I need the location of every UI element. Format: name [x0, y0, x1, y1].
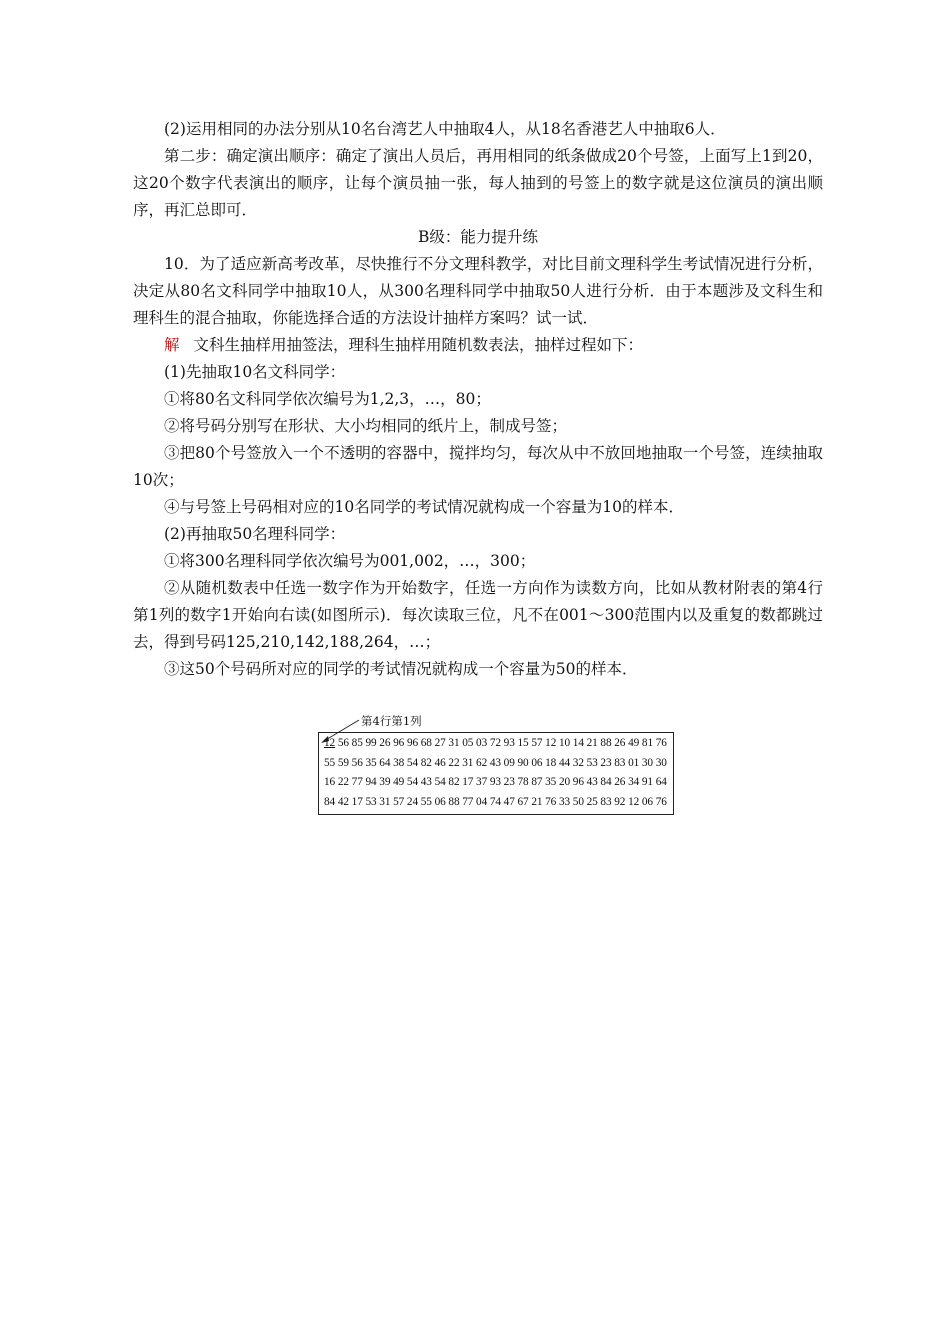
solution-text: 文科生抽样用抽签法，理科生抽样用随机数表法，抽样过程如下：: [193, 336, 644, 354]
solution-mark: 解: [164, 336, 180, 354]
step2-item-b: ②从随机数表中任选一数字作为开始数字，任选一方向作为读数方向，比如从教材附表的第4行第1列的数字1开始向右读(如图所示)．每次读取三位，凡不在001～300范围内以及重复的数都跳过去，得到号码125,210,142,188,264，…；: [133, 579, 823, 651]
table-row: [324, 734, 673, 754]
random-number-table: [318, 732, 674, 815]
random-number-table-figure: [315, 711, 678, 811]
table-row: 16 22 77 94 39 49 54 43 54 82 17 37 93 23 78 87 35 20 96 43 84 26 34 91 64: [324, 776, 667, 788]
step2-title: (2)再抽取50名理科同学：: [164, 525, 346, 543]
section-title: B级：能力提升练: [418, 228, 538, 246]
step1-item-a: ①将80名文科同学依次编号为1,2,3，…，80；: [164, 390, 491, 408]
row-1-rest: 56 85 99 26 96 96 68 27 31 05 03 72 93 15 57 12 10 14 21 88 26 49 81 76: [335, 737, 667, 749]
table-row: 84 42 17 53 31 57 24 55 06 88 77 04 74 47 67 21 76 33 50 25 83 92 12 06 76: [324, 795, 667, 808]
paragraph-part2-recap: (2)运用相同的办法分别从10名台湾艺人中抽取4人，从18名香港艺人中抽取6人．: [164, 120, 726, 138]
document-body: [133, 116, 823, 683]
question-10: 10．为了适应新高考改革，尽快推行不分文理科教学，对比目前文理科学生考试情况进行分析，决定从80名文科同学中抽取10人，从300名理科同学中抽取50人进行分析．由于本题涉及文科生和理科生的混合抽取，你能选择合适的方法设计抽样方案吗？试一试．: [133, 255, 823, 327]
paragraph-step-two: 第二步：确定演出顺序：确定了演出人员后，再用相同的纸条做成20个号签，上面写上1到20，这20个数字代表演出的顺序，让每个演员抽一张，每人抽到的号签上的数字就是这位演员的演出顺序，再汇总即可．: [133, 147, 823, 219]
step2-item-c: ③这50个号码所对应的同学的考试情况就构成一个容量为50的样本．: [164, 660, 638, 678]
step1-item-c: ③把80个号签放入一个不透明的容器中，搅拌均匀，每次从中不放回地抽取一个号签，连续抽取10次；: [133, 444, 823, 489]
solution-intro: [133, 332, 823, 359]
step2-item-a: ①将300名理科同学依次编号为001,002，…，300；: [164, 552, 536, 570]
figure-label: 第4行第1列: [361, 714, 422, 728]
table-row: 55 59 56 35 64 38 54 82 46 22 31 62 43 09 90 06 18 44 32 53 23 83 01 30 30: [324, 756, 667, 769]
start-number: 12: [324, 737, 336, 749]
step1-item-b: ②将号码分别写在形状、大小均相同的纸片上，制成号签；: [164, 417, 568, 435]
step1-title: (1)先抽取10名文科同学：: [164, 363, 346, 381]
step1-item-d: ④与号签上号码相对应的10名同学的考试情况就构成一个容量为10的样本．: [164, 498, 684, 516]
